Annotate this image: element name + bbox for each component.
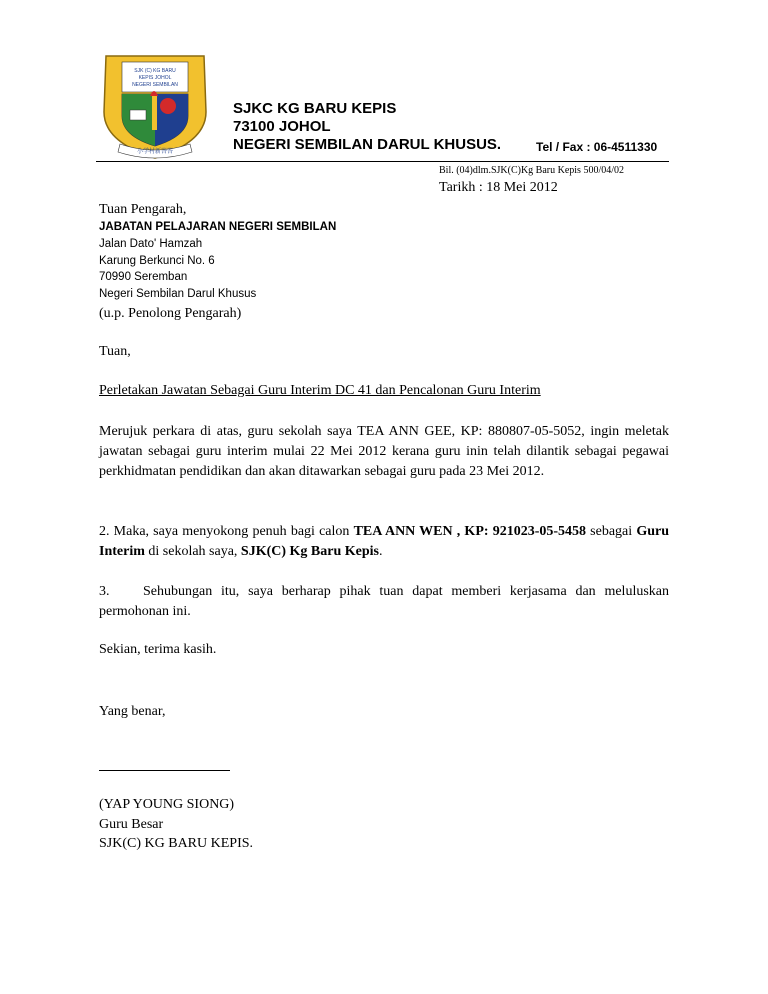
recipient-address-line: 70990 Seremban xyxy=(99,271,188,283)
paragraph-2-mid2: di sekolah saya, xyxy=(144,544,241,559)
school-name-bold: SJK(C) Kg Baru Kepis xyxy=(240,544,379,559)
signer-name: (YAP YOUNG SIONG) xyxy=(99,797,235,812)
recipient-department: JABATAN PELAJARAN NEGERI SEMBILAN xyxy=(99,221,337,233)
paragraph-3-text: Sehubungan itu, saya berharap pihak tuan dapat memberi kerjasama dan meluluskan permohonan ini. xyxy=(99,584,669,619)
school-name: SJKC KG BARU KEPIS xyxy=(233,100,397,117)
recipient-block xyxy=(99,200,336,323)
paragraph-2 xyxy=(99,522,669,562)
paragraph-2-mid: sebagai xyxy=(586,524,637,539)
candidate-name: TEA ANN WEN , KP: 921023-05-5458 xyxy=(353,524,587,539)
valediction: Yang benar, xyxy=(99,704,166,719)
signer-block xyxy=(99,795,253,854)
paragraph-3-number: 3. xyxy=(99,584,110,599)
signer-position: Guru Besar xyxy=(99,816,164,832)
recipient-title: Tuan Pengarah, xyxy=(99,202,187,217)
school-postcode-town: 73100 JOHOL xyxy=(233,118,331,135)
paragraph-2-lead: 2. Maka, saya menyokong penuh bagi calon xyxy=(99,524,354,539)
school-address-block xyxy=(233,100,501,154)
crest-band-text-3: NEGERI SEMBILAN xyxy=(132,82,178,88)
reference-number: Bil. (04)dlm.SJK(C)Kg Baru Kepis 500/04/02 xyxy=(439,165,624,176)
tel-fax: Tel / Fax : 06-4511330 xyxy=(536,140,658,154)
recipient-address-line: Negeri Sembilan Darul Khusus xyxy=(99,287,257,300)
recipient-address-line: Karung Berkunci No. 6 xyxy=(99,254,215,267)
paragraph-1: Merujuk perkara di atas, guru sekolah saya TEA ANN GEE, KP: 880807-05-5052, ingin meletak jawatan sebagai guru interim mulai 22 Mei 2012 kerana guru inin telah dilantik sebagai pegawai perkhidmatan pendidikan dan akan ditawarkan sebagai guru pada 23 Mei 2012. xyxy=(99,424,669,479)
signature-line xyxy=(99,770,230,771)
paragraph-2-end: . xyxy=(379,544,383,559)
crest-band-text-1: SJK (C) KG BARU xyxy=(134,68,176,74)
crest-motto: 小学村新峇峇 xyxy=(136,149,174,155)
school-crest-logo xyxy=(98,50,212,162)
letter-date: Tarikh : 18 Mei 2012 xyxy=(439,180,558,195)
closing-line: Sekian, terima kasih. xyxy=(99,642,217,657)
recipient-attention: (u.p. Penolong Pengarah) xyxy=(99,306,242,321)
paragraph-3 xyxy=(99,582,669,622)
candidate-role: Guru Interim xyxy=(99,524,670,559)
recipient-address-line: Jalan Dato' Hamzah xyxy=(99,238,203,250)
crest-red-emblem xyxy=(160,98,176,114)
torch-icon xyxy=(152,96,157,130)
letter-subject: Perletakan Jawatan Sebagai Guru Interim DC 41 dan Pencalonan Guru Interim xyxy=(99,383,541,398)
school-state: NEGERI SEMBILAN DARUL KHUSUS. xyxy=(233,136,502,153)
crest-band-text-2: KEPIS JOHOL xyxy=(138,75,172,81)
signer-school: SJK(C) KG BARU KEPIS. xyxy=(99,836,254,851)
salutation: Tuan, xyxy=(99,344,131,359)
book-icon xyxy=(130,110,146,120)
header-divider xyxy=(96,161,669,162)
